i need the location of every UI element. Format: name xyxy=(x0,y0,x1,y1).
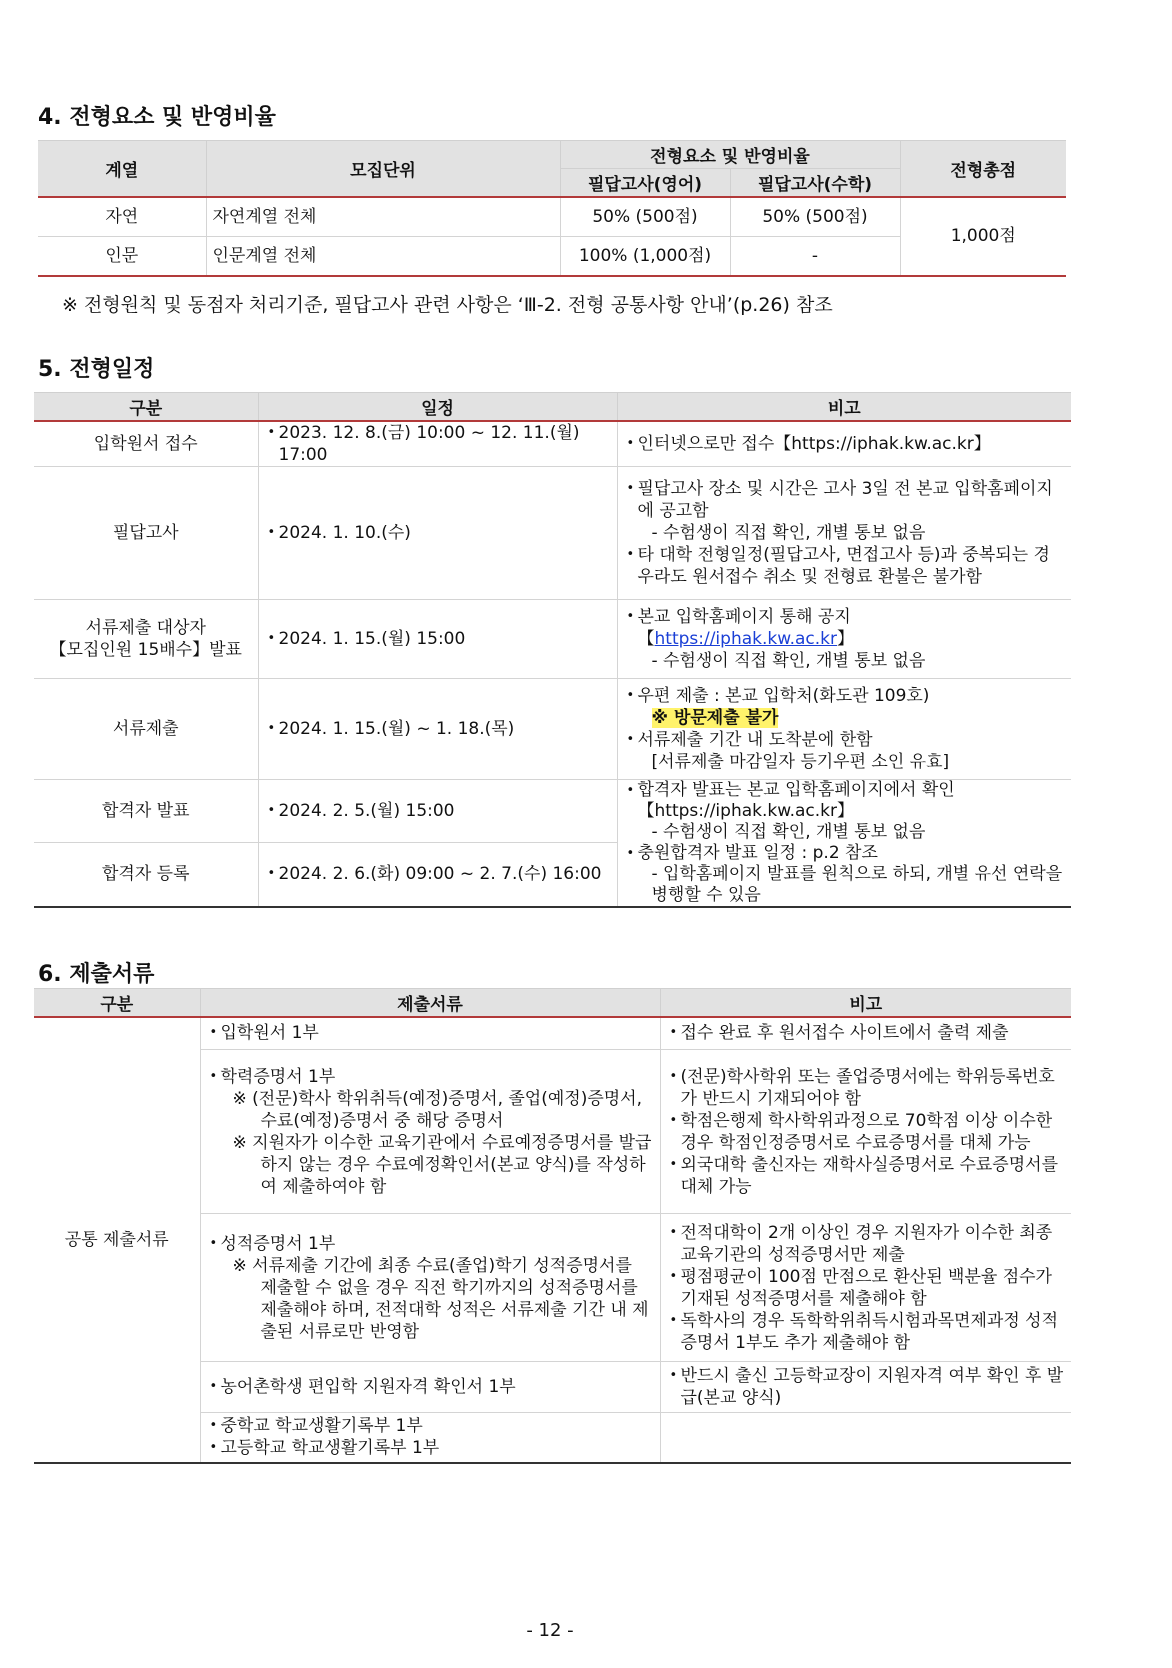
unit-cell: 인문계열 전체 xyxy=(206,237,560,276)
section-5-title: 5. 전형일정 xyxy=(38,357,155,382)
category-cell: 합격자 발표 xyxy=(34,779,258,842)
math-cell: - xyxy=(730,237,900,276)
doc-item: • 입학원서 1부 xyxy=(207,1022,654,1044)
header-math: 필답고사(수학) xyxy=(730,169,900,197)
remark-sub: - 수험생이 직접 확인, 개별 통보 없음 xyxy=(651,650,926,671)
section-4-title: 4. 전형요소 및 반영비율 xyxy=(38,105,276,130)
remark-sub: - 수험생이 직접 확인, 개별 통보 없음 xyxy=(651,821,926,842)
date-cell: • 2024. 1. 15.(월) 15:00 xyxy=(265,628,611,650)
remark-item: • 본교 입학홈페이지 통해 공지 【https://iphak.kw.ac.kr】 - 수험생이 직접 확인, 개별 통보 없음 xyxy=(624,606,1066,672)
empty-remark-cell xyxy=(660,1413,1071,1463)
table-row xyxy=(38,197,1066,237)
doc-item: • 농어촌학생 편입학 지원자격 확인서 1부 xyxy=(207,1376,654,1398)
doc-note: ※ 지원자가 이수한 교육기관에서 수료예정증명서를 발급하지 않는 경우 수료예정확인서(본교 양식)를 작성하여 제출하여야 함 xyxy=(232,1132,652,1197)
remark-item: • 외국대학 출신자는 재학사실증명서로 수료증명서를 대체 가능 xyxy=(667,1154,1066,1198)
remark-item: • 우편 제출 : 본교 입학처(화도관 109호) ※ 방문제출 불가 xyxy=(624,685,1066,729)
remark-item: • 평점평균이 100점 만점으로 환산된 백분율 점수가 기재된 성적증명서를 제출해야 함 xyxy=(667,1266,1066,1310)
header-factor: 전형요소 및 반영비율 xyxy=(560,141,900,169)
remark-item: • 인터넷으로만 접수【https://iphak.kw.ac.kr】 xyxy=(624,433,1066,455)
table-row xyxy=(34,466,1071,599)
header-docs: 제출서류 xyxy=(200,989,660,1017)
remark-item: • (전문)학사학위 또는 졸업증명서에는 학위등록번호가 반드시 기재되어야 함 xyxy=(667,1066,1066,1110)
header-eng: 필답고사(영어) xyxy=(560,169,730,197)
remark-sub: [서류제출 마감일자 등기우편 소인 유효] xyxy=(651,751,950,772)
category-cell: 합격자 등록 xyxy=(34,842,258,906)
header-date: 일정 xyxy=(258,393,617,421)
selection-ratio-table xyxy=(38,140,1066,277)
header-unit: 모집단위 xyxy=(206,141,560,197)
homepage-link[interactable]: https://iphak.kw.ac.kr xyxy=(654,628,837,649)
doc-item: • 고등학교 학교생활기록부 1부 xyxy=(207,1437,654,1459)
unit-cell: 자연계열 전체 xyxy=(206,197,560,237)
page-number: - 12 - xyxy=(526,1620,574,1641)
doc-note: ※ 서류제출 기간에 최종 수료(졸업)학기 성적증명서를 제출할 수 없을 경우 직전 학기까지의 성적증명서를 제출해야 하며, 전적대학 성적은 서류제출 기간 내 제출된 서류로만 반영함 xyxy=(232,1255,649,1342)
remark-sub: - 입학홈페이지 발표를 원칙으로 하되, 개별 유선 연락을 병행할 수 있음 xyxy=(651,863,1063,905)
header-remark: 비고 xyxy=(660,989,1071,1017)
header-total: 전형총점 xyxy=(900,141,1066,197)
date-cell: • 2024. 2. 5.(월) 15:00 xyxy=(265,800,611,822)
remark-item: • 전적대학이 2개 이상인 경우 지원자가 이수한 최종 교육기관의 성적증명서만 제출 xyxy=(667,1222,1066,1266)
header-field: 계열 xyxy=(38,141,206,197)
doc-item: • 학력증명서 1부 ※ (전문)학사 학위취득(예정)증명서, 졸업(예정)증명서, 수료(예정)증명서 중 해당 증명서 ※ 지원자가 이수한 교육기관에서 수료예정증명서를 발급하지 않는 경우 수료예정확인서(본교 양식)를 작성하여 제출하여야 함 xyxy=(207,1066,654,1198)
date-cell: • 2024. 1. 10.(수) xyxy=(265,522,611,544)
remark-item: • 접수 완료 후 원서접수 사이트에서 출력 제출 xyxy=(667,1022,1066,1044)
date-cell: • 2024. 2. 6.(화) 09:00 ~ 2. 7.(수) 16:00 xyxy=(265,863,611,885)
header-category: 구분 xyxy=(34,989,200,1017)
math-cell: 50% (500점) xyxy=(730,197,900,237)
table-row xyxy=(34,1017,1071,1050)
table-row xyxy=(34,599,1071,678)
remark-item: • 타 대학 전형일정(필답고사, 면접고사 등)과 중복되는 경우라도 원서접수 취소 및 전형료 환불은 불가함 xyxy=(624,544,1066,588)
remark-sub: - 수험생이 직접 확인, 개별 통보 없음 xyxy=(651,522,926,543)
eng-cell: 100% (1,000점) xyxy=(560,237,730,276)
table-row xyxy=(34,779,1071,842)
date-cell: • 2023. 12. 8.(금) 10:00 ~ 12. 11.(월) 17:00 xyxy=(265,422,611,466)
section-6-title: 6. 제출서류 xyxy=(38,962,155,987)
doc-item: • 성적증명서 1부 ※ 서류제출 기간에 최종 수료(졸업)학기 성적증명서를 제출할 수 없을 경우 직전 학기까지의 성적증명서를 제출해야 하며, 전적대학 성적은 서류제출 기간 내 제출된 서류로만 반영함 xyxy=(207,1233,654,1343)
remark-item: • 필답고사 장소 및 시간은 고사 3일 전 본교 입학홈페이지에 공고함 - 수험생이 직접 확인, 개별 통보 없음 xyxy=(624,478,1066,544)
header-category: 구분 xyxy=(34,393,258,421)
doc-item: • 중학교 학교생활기록부 1부 xyxy=(207,1415,654,1437)
date-cell: • 2024. 1. 15.(월) ~ 1. 18.(목) xyxy=(265,718,611,740)
eng-cell: 50% (500점) xyxy=(560,197,730,237)
category-cell: 서류제출 xyxy=(34,678,258,779)
remark-item: • 반드시 출신 고등학교장이 지원자격 여부 확인 후 발급(본교 양식) xyxy=(667,1365,1066,1409)
schedule-table xyxy=(34,392,1071,908)
remark-item: • 학점은행제 학사학위과정으로 70학점 이상 이수한 경우 학점인정증명서로 수료증명서를 대체 가능 xyxy=(667,1110,1066,1154)
remark-item: • 독학사의 경우 독학학위취득시험과목면제과정 성적증명서 1부도 추가 제출해야 함 xyxy=(667,1310,1066,1354)
category-cell: 서류제출 대상자 【모집인원 15배수】발표 xyxy=(34,599,258,678)
field-cell: 인문 xyxy=(38,237,206,276)
header-remark: 비고 xyxy=(617,393,1071,421)
remark-item: • 충원합격자 발표 일정 : p.2 참조 - 입학홈페이지 발표를 원칙으로 하되, 개별 유선 연락을 병행할 수 있음 xyxy=(624,843,1066,906)
no-visit-highlight: ※ 방문제출 불가 xyxy=(651,707,779,728)
category-cell: 입학원서 접수 xyxy=(34,421,258,467)
total-cell: 1,000점 xyxy=(900,197,1066,276)
category-cell: 공통 제출서류 xyxy=(34,1017,200,1463)
remark-item: • 합격자 발표는 본교 입학홈페이지에서 확인 【https://iphak.kw.ac.kr】 - 수험생이 직접 확인, 개별 통보 없음 xyxy=(624,780,1066,843)
documents-table xyxy=(34,988,1071,1464)
remark-item: • 서류제출 기간 내 도착분에 한함 [서류제출 마감일자 등기우편 소인 유효] xyxy=(624,729,1066,773)
doc-note: ※ (전문)학사 학위취득(예정)증명서, 졸업(예정)증명서, 수료(예정)증명서 중 해당 증명서 xyxy=(232,1088,642,1131)
field-cell: 자연 xyxy=(38,197,206,237)
category-cell: 필답고사 xyxy=(34,466,258,599)
section-4-note: ※ 전형원칙 및 동점자 처리기준, 필답고사 관련 사항은 ‘Ⅲ-2. 전형 공통사항 안내’(p.26) 참조 xyxy=(62,294,833,316)
table-row xyxy=(34,678,1071,779)
table-row xyxy=(34,421,1071,467)
